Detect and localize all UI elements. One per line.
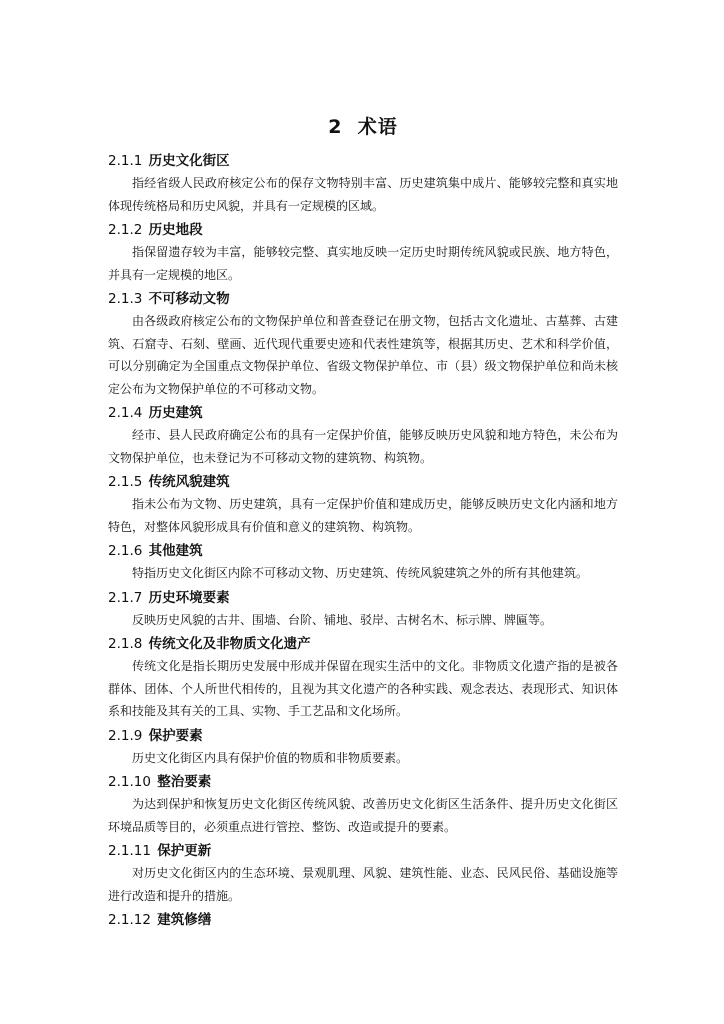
term-number: 2.1.1 [108, 153, 143, 169]
term-name: 建筑修缮 [157, 912, 212, 928]
term-number: 2.1.10 [108, 774, 151, 790]
term-section-2-1-4 [108, 402, 618, 469]
term-heading [108, 540, 618, 562]
term-number: 2.1.8 [108, 636, 143, 652]
term-definition: 历史文化街区内具有保护价值的物质和非物质要素。 [132, 750, 409, 765]
document-page [108, 112, 618, 931]
term-heading [108, 150, 618, 172]
term-section-2-1-2 [108, 219, 618, 286]
term-number: 2.1.12 [108, 912, 151, 928]
term-name: 历史环境要素 [148, 589, 230, 606]
term-name: 历史文化街区 [148, 153, 230, 169]
term-section-2-1-11 [108, 840, 618, 907]
term-definition: 指未公布为文物、历史建筑，具有一定保护价值和建成历史，能够反映历史文化内涵和地方特色，对整体风貌形成具有价值和意义的建筑物、构筑物。 [108, 497, 618, 534]
chapter-title [108, 112, 618, 142]
term-definition: 指经省级人民政府核定公布的保存文物特别丰富、历史建筑集中成片、能够较完整和真实地体现传统格局和历史风貌，并具有一定规模的区域。 [108, 176, 618, 213]
term-definition: 传统文化是指长期历史发展中形成并保留在现实生活中的文化。非物质文化遗产指的是被各群体、团体、个人所世代相传的，且视为其文化遗产的各种实践、观念表达、表现形式、知识体系和技能及其有关的工具、实物、手工艺品和文化场所。 [108, 659, 618, 718]
term-heading [108, 402, 618, 424]
term-definition: 指保留遗存较为丰富，能够较完整、真实地反映一定历史时期传统风貌或民族、地方特色，并具有一定规模的地区。 [108, 245, 618, 282]
term-number: 2.1.6 [108, 543, 143, 559]
term-heading [108, 633, 618, 655]
term-heading [108, 909, 618, 931]
term-name: 保护要素 [148, 727, 203, 744]
term-heading [108, 840, 618, 862]
term-section-2-1-9 [108, 725, 618, 770]
term-name: 历史地段 [148, 222, 203, 238]
term-section-2-1-7 [108, 587, 618, 632]
term-name: 传统文化及非物质文化遗产 [148, 636, 311, 652]
term-section-2-1-1 [108, 150, 618, 217]
term-number: 2.1.9 [108, 727, 143, 744]
term-heading [108, 471, 618, 493]
term-name: 保护更新 [157, 843, 212, 859]
term-heading [108, 219, 618, 241]
term-definition: 特指历史文化街区内除不可移动文物、历史建筑、传统风貌建筑之外的所有其他建筑。 [132, 566, 589, 580]
term-number: 2.1.3 [108, 291, 143, 307]
term-heading [108, 771, 618, 793]
term-name: 历史建筑 [148, 405, 203, 421]
term-name: 其他建筑 [148, 543, 203, 559]
term-section-2-1-10 [108, 771, 618, 838]
term-definition: 反映历史风貌的古井、围墙、台阶、铺地、驳岸、古树名木、标示牌、牌匾等。 [132, 612, 553, 627]
term-section-2-1-6 [108, 540, 618, 585]
term-section-2-1-5 [108, 471, 618, 538]
term-definition: 为达到保护和恢复历史文化街区传统风貌、改善历史文化街区生活条件、提升历史文化街区环境品质等目的，必须重点进行管控、整饬、改造或提升的要素。 [108, 797, 618, 834]
term-number: 2.1.11 [108, 843, 151, 859]
term-name: 不可移动文物 [148, 291, 230, 307]
term-definition: 由各级政府核定公布的文物保护单位和普查登记在册文物，包括古文化遗址、古墓葬、古建筑、石窟寺、石刻、壁画、近代现代重要史迹和代表性建筑等，根据其历史、艺术和科学价值，可以分别确定为全国重点文物保护单位、省级文物保护单位、市（县）级文物保护单位和尚未核定公布为文物保护单位的不可移动文物。 [108, 314, 618, 396]
term-heading [108, 725, 618, 747]
term-section-2-1-8 [108, 633, 618, 723]
chapter-number: 2 [328, 116, 343, 138]
term-section-2-1-12 [108, 909, 618, 931]
term-name: 传统风貌建筑 [148, 474, 230, 490]
term-number: 2.1.7 [108, 589, 143, 606]
term-number: 2.1.2 [108, 222, 143, 238]
chapter-name: 术语 [357, 116, 398, 138]
term-section-2-1-3 [108, 288, 618, 400]
term-definition: 经市、县人民政府确定公布的具有一定保护价值，能够反映历史风貌和地方特色，未公布为文物保护单位，也未登记为不可移动文物的建筑物、构筑物。 [108, 428, 618, 465]
term-heading [108, 587, 618, 609]
term-heading [108, 288, 618, 310]
term-number: 2.1.4 [108, 405, 143, 421]
term-number: 2.1.5 [108, 474, 143, 490]
term-name: 整治要素 [157, 774, 212, 790]
term-definition: 对历史文化街区内的生态环境、景观肌理、风貌、建筑性能、业态、民风民俗、基础设施等进行改造和提升的措施。 [108, 866, 618, 903]
